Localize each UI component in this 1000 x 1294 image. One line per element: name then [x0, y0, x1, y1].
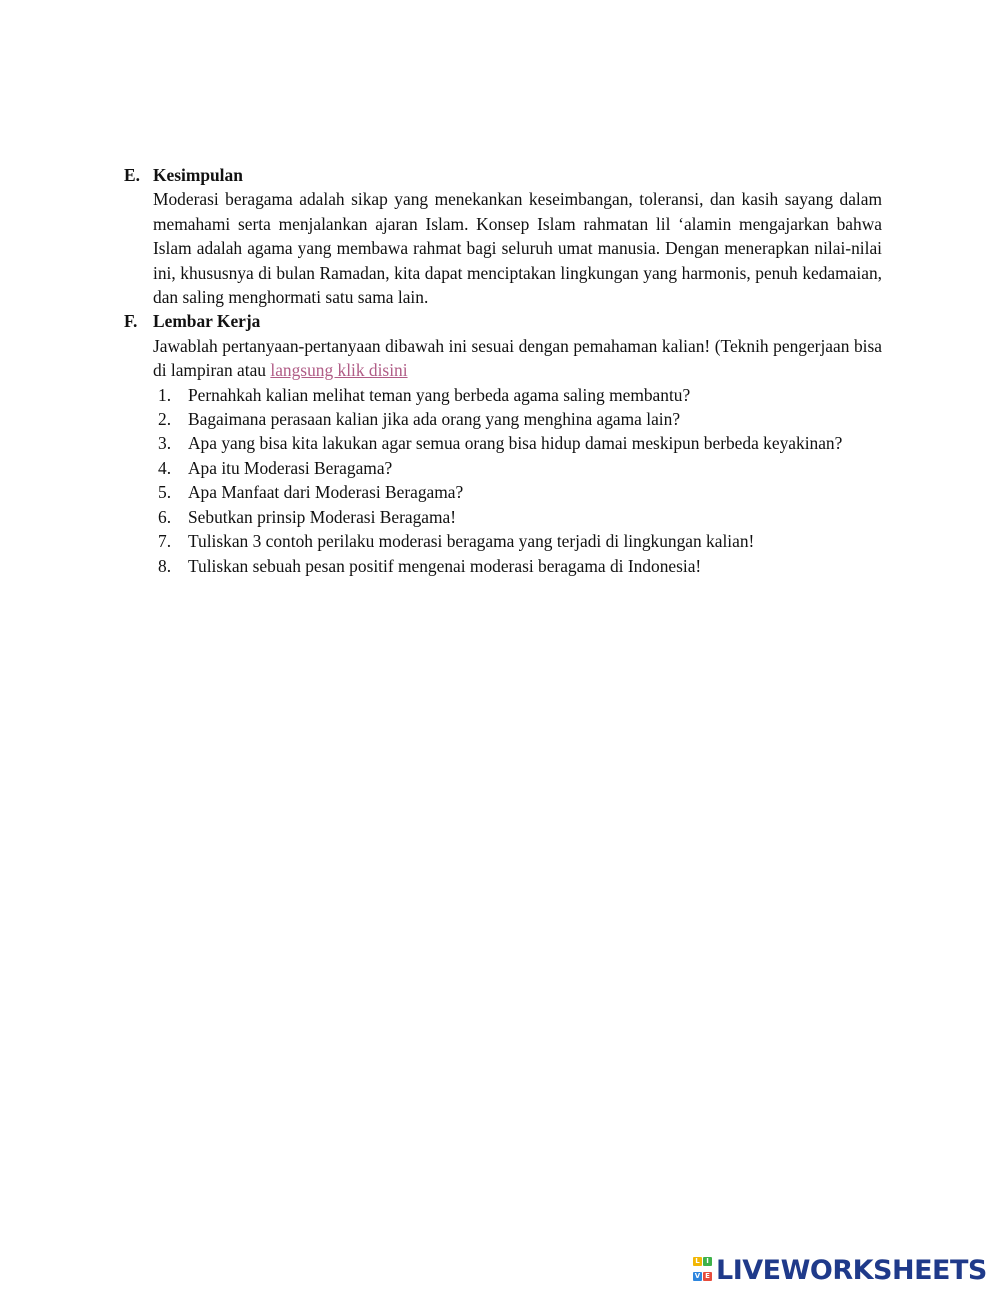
question-text: Apa itu Moderasi Beragama? — [188, 457, 393, 478]
logo-tile: E — [703, 1272, 712, 1281]
conclusion-paragraph: Moderasi beragama adalah sikap yang menekankan keseimbangan, toleransi, dan kasih sayang dalam memahami serta menjalankan ajaran Islam. Konsep Islam rahmatan lil ‘alamin mengajarkan bahwa Islam adalah agama yang membawa rahmat bagi seluruh umat manusia. Dengan menerapkan nilai-nilai ini, khususnya di bulan Ramadan, kita dapat menciptakan lingkungan yang harmonis, penuh kedamaian, dan saling menghormati satu sama lain. — [153, 189, 882, 308]
section-f-title: Lembar Kerja — [153, 311, 261, 332]
question-item — [153, 505, 882, 529]
logo-tile: V — [694, 1272, 701, 1280]
question-text: Sebutkan prinsip Moderasi Beragama! — [188, 506, 457, 527]
question-text: Apa Manfaat dari Moderasi Beragama? — [188, 482, 464, 503]
question-item — [153, 407, 882, 431]
question-number: 5. — [158, 482, 172, 503]
worksheet-intro — [153, 334, 882, 383]
worksheet-intro-text: Jawablah pertanyaan-pertanyaan dibawah ini sesuai dengan pemahaman kalian! (Teknih pengerjaan bisa di lampiran atau — [153, 335, 882, 381]
question-text: Bagaimana perasaan kalian jika ada orang yang menghina agama lain? — [188, 409, 681, 430]
question-item — [153, 480, 882, 504]
section-f-letter: F. — [124, 311, 138, 332]
logo-tile: L — [693, 1257, 702, 1266]
question-number: 2. — [158, 409, 172, 430]
section-f-body — [153, 334, 882, 383]
question-item — [153, 431, 882, 455]
question-text: Tuliskan sebuah pesan positif mengenai moderasi beragama di Indonesia! — [188, 555, 702, 576]
question-text: Apa yang bisa kita lakukan agar semua orang bisa hidup damai meskipun berbeda keyakinan? — [188, 433, 843, 454]
question-number: 8. — [158, 555, 172, 576]
question-number: 4. — [158, 457, 172, 478]
question-item — [153, 383, 882, 407]
question-number: 7. — [158, 531, 172, 552]
section-e-title: Kesimpulan — [153, 165, 243, 185]
section-e-letter: E. — [124, 165, 140, 185]
question-item — [153, 554, 882, 578]
click-here-link[interactable]: langsung klik disini — [270, 360, 408, 381]
section-e-body — [153, 187, 882, 309]
document-content — [124, 163, 882, 578]
logo-tile: I — [703, 1257, 712, 1266]
section-f-heading — [124, 309, 882, 333]
liveworksheets-logo-icon — [693, 1255, 713, 1285]
question-number: 1. — [158, 384, 172, 405]
question-text: Tuliskan 3 contoh perilaku moderasi beragama yang terjadi di lingkungan kalian! — [188, 531, 755, 552]
liveworksheets-logo — [693, 1253, 987, 1287]
section-e-heading — [124, 163, 882, 187]
question-text: Pernahkah kalian melihat teman yang berbeda agama saling membantu? — [188, 384, 691, 405]
question-item — [153, 456, 882, 480]
liveworksheets-logo-text: LIVEWORKSHEETS — [716, 1254, 987, 1286]
question-list — [153, 383, 882, 578]
question-number: 3. — [158, 433, 172, 454]
question-number: 6. — [158, 506, 172, 527]
question-item — [153, 529, 882, 553]
